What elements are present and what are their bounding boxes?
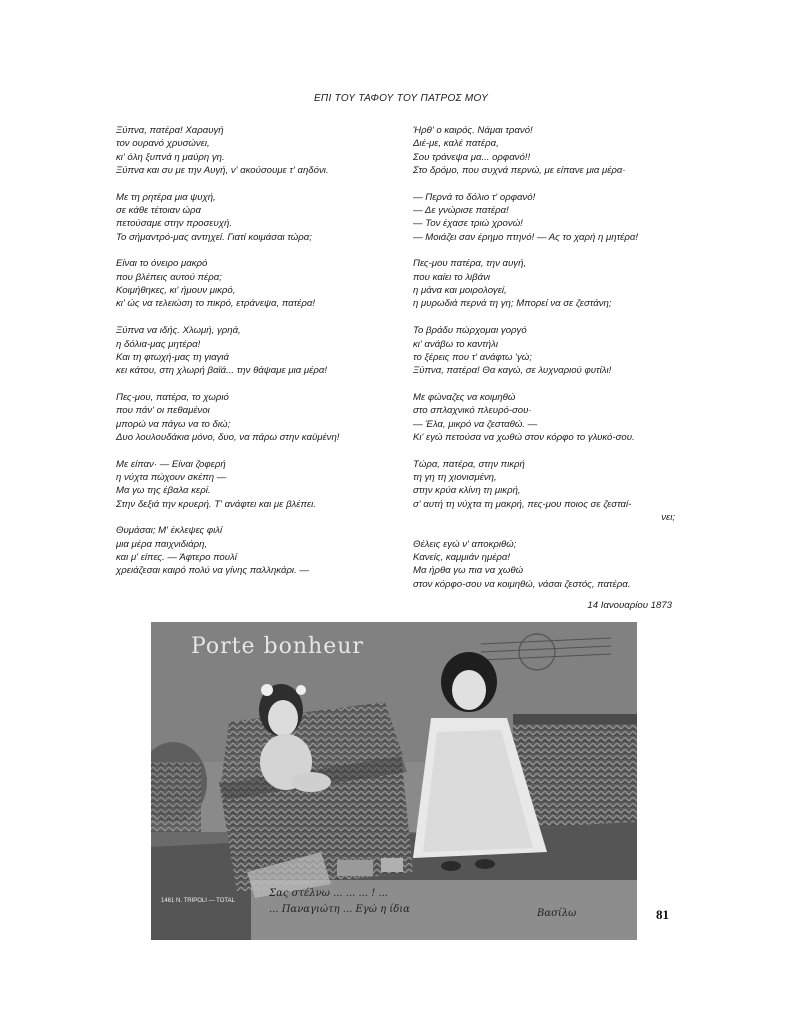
poem-line: Είναι το όνειρο μακρό <box>116 258 208 270</box>
poem-stanza <box>116 257 378 310</box>
poem-line: — Μοιάζει σαν έρημο πτηνό! — Ας το χαρή η μητέρα! <box>413 231 639 243</box>
postcard-signature: Βασίλω <box>537 908 577 919</box>
poem-line: κι' ανάβω το καντήλι <box>413 338 498 350</box>
poem-line: Μα γω της έβαλα κερί. <box>116 485 211 497</box>
poem-line: Ξύπνα, πατέρα! Χαραυγή <box>116 125 224 136</box>
poem-line: που καίει το λιβάνι <box>413 271 491 283</box>
poem-line: νει; <box>661 511 675 523</box>
poem-line: Ήρθ' ο καιρός. Νάμαι τρανό! <box>413 125 533 136</box>
poem-line: σε κάθε τέτοιαν ώρα <box>116 205 201 217</box>
poem-line: Ξύπνα να ιδής. Χλωμή, γρηά, <box>116 325 241 337</box>
poem-line: Θυμάσαι; Μ' έκλεψες φιλί <box>116 525 223 537</box>
poem-stanza <box>413 458 675 525</box>
poem-line: Στο δρόμο, που συχνά περνώ, με είπανε μια μέρα· <box>413 165 626 177</box>
postcard-caption: 1461 N. TRIPOLI — TOTAL <box>161 898 235 904</box>
poem-stanza <box>116 391 378 444</box>
poem-line: η μυρωδιά περνά τη γη; Μπορεί να σε ζεστάνη; <box>413 298 612 310</box>
poem-line: Με τη ρητέρα μια ψυχή, <box>116 191 216 203</box>
poem-line: Με είπαν· — Είναι ζοφερή <box>116 458 226 470</box>
poem-left-column <box>116 124 378 591</box>
poem-line: το ξέρεις που τ' ανάφτω 'γώ; <box>413 351 532 363</box>
poem-line: Τώρα, πατέρα, στην πικρή <box>413 458 525 470</box>
postcard-handwriting-line-2: ... Παναγιώτη ... Εγώ η ίδια <box>269 904 410 915</box>
poem-line: Ξύπνα, πατέρα! Θα καγώ, σε λυχναριού φυτίλι! <box>413 365 612 377</box>
poem-line: — Τον έχασε τριώ χρονώ! <box>413 218 523 230</box>
poem-line: κι' όλη ξυπνά η μαύρη γη. <box>116 151 225 163</box>
page-number: 81 <box>656 907 669 922</box>
poem-line: Στην δεξιά την κρυερή. Τ' ανάφτει και με βλέπει. <box>116 498 316 510</box>
poem-line: Διέ-με, καλέ πατέρα, <box>413 138 499 150</box>
poem-stanza <box>116 124 378 177</box>
poem-stanza <box>413 324 675 377</box>
poem-line: τη γη τη χιονισμένη, <box>413 471 497 483</box>
poem-right-column <box>413 124 675 604</box>
poem-line: η νύχτα πώχουν σκέπη — <box>116 471 227 483</box>
poem-line: μια μέρα παιχνιδιάρη, <box>116 538 208 550</box>
poem-line: Με φώναζες να κοιμηθώ <box>413 391 516 403</box>
poem-line: και μ' είπες. — Άφτερο πουλί <box>116 552 237 563</box>
poem-stanza <box>413 191 675 244</box>
poem-stanza <box>116 324 378 377</box>
poem-stanza <box>116 458 378 511</box>
poem-line: Το σήμαντρό-μας αντηχεί. Γιατί κοιμάσαι τώρα; <box>116 231 312 243</box>
poem-line: κι' ώς να τελειώση το πικρό, ετράνεψα, πατέρα! <box>116 298 316 310</box>
poem-line: στην κρύα κλίνη τη μικρή, <box>413 485 521 497</box>
poem-line: Μα ήρθα γω πια να χωθώ <box>413 565 524 577</box>
postcard-title: Porte bonheur <box>191 634 364 659</box>
page-title: ΕΠΙ ΤΟΥ ΤΑΦΟΥ ΤΟΥ ΠΑΤΡΟΣ ΜΟΥ <box>313 93 489 104</box>
poem-line: χρειάζεσαι καιρό πολύ να γίνης παλληκάρι. — <box>116 565 309 577</box>
poem-line: τον ουρανό χρυσώνει, <box>116 138 210 150</box>
poem-stanza <box>116 191 378 244</box>
poem-line: μπορώ να πάγω να το διώ; <box>116 418 231 430</box>
poem-line: που βλέπεις αυτού πέρα; <box>116 271 222 283</box>
poem-line: Κανείς, καμμιάν ημέρα! <box>413 552 511 563</box>
poem-line: Θέλεις εγώ ν' αποκριθώ; <box>413 538 517 550</box>
postcard-handwriting-line-1: Σας στέλνω ... ... ... ! ... <box>269 888 388 899</box>
poem-stanza <box>116 524 378 577</box>
poem-line: — Περνά το δόλιο τ' ορφανό! <box>413 191 536 203</box>
poem-line: Και τη φτωχή-μας τη γιαγιά <box>116 351 230 363</box>
poem-line: Πες-μου πατέρα, την αυγή, <box>413 258 527 270</box>
poem-line: κει κάτου, στη χλωρή βαϊά... την θάψαμε μια μέρα! <box>116 365 327 377</box>
poem-line: πετούσαμε στην προσευχή. <box>116 218 233 230</box>
poem-line: Δυο λουλουδάκια μόνο, δυο, να πάρω στην καϋμένη! <box>116 431 340 443</box>
poem-line: που πάν' οι πεθαμένοι <box>116 405 210 417</box>
poem-date: 14 Ιανουαρίου 1873 <box>587 600 672 611</box>
poem-stanza <box>413 124 675 177</box>
poem-line: σ' αυτή τη νύχτα τη μακρή, πες-μου ποιος σε ζεσταί- <box>413 498 632 510</box>
poem-line: — Έλα, μικρό να ζεσταθώ. — <box>413 418 538 430</box>
poem-line: Ξύπνα και συ με την Αυγή, ν' ακούσουμε τ' αηδόνι. <box>116 165 329 177</box>
poem-stanza <box>413 538 675 591</box>
poem-stanza <box>413 391 675 444</box>
poem-line: η μάνα και μοιρολογεί, <box>413 285 507 297</box>
poem-line: στον κόρφο-σου να κοιμηθώ, νάσαι ζεστός, πατέρα. <box>413 578 631 590</box>
poem-line: — Δε γνώρισε πατέρα! <box>413 205 509 217</box>
poem-line: η δόλια-μας μητέρα! <box>116 338 201 350</box>
poem-stanza <box>413 257 675 310</box>
poem-line: στο σπλαχνικό πλευρό-σου· <box>413 405 532 417</box>
poem-line: Κι' εγώ πετούσα να χωθώ στον κόρφο το γλυκό-σου. <box>413 431 635 443</box>
vintage-postcard-photo <box>151 622 637 940</box>
poem-line: Σου τράνεψα μα... ορφανό!! <box>413 151 531 163</box>
poem-line: Κοιμήθηκες, κι' ήμουν μικρό, <box>116 285 236 297</box>
poem-line: Πες-μου, πατέρα, το χωριό <box>116 391 229 403</box>
postcard-illustration <box>151 622 637 940</box>
poem-line: Το βράδυ πώρχομαι γοργό <box>413 325 527 337</box>
